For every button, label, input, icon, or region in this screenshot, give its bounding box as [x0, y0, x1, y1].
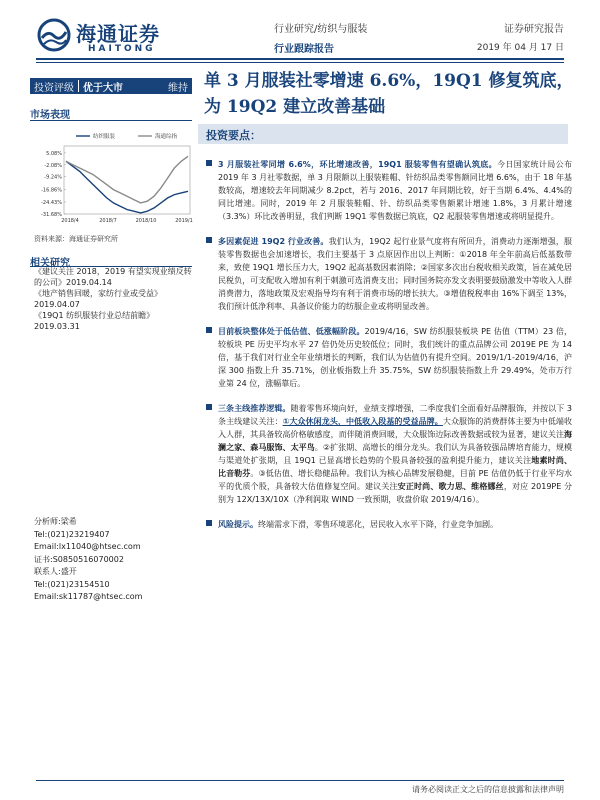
report-title: 单 3 月服装社零增速 6.6%，19Q1 修复筑底，为 19Q2 建立改善基础 [204, 71, 574, 117]
key-point-lead: 多因素促进 19Q2 行业改善。 [218, 237, 329, 246]
key-point-highlight: ①大众休闲龙头，中低收入段基的受益品牌。 [282, 417, 443, 426]
key-point-lead: 3 月服装社零同增 6.6%，环比增速改善，19Q1 服装零售有望确认筑底。 [218, 160, 497, 169]
key-point-body: 。②扩张期、高增长的细分龙头。我们认为具备较强品牌培育能力，规模与渠道处扩张期，且 19Q1 已显高增长趋势的个股具备较强的盈利提升能力，建议关注 [218, 443, 573, 465]
key-point-body: 。③低估值、增长稳健品种。我们认为核心品牌发展稳健，目前 PE 估值仍低于行业平均水平的优质个股，具备较大估值修复空间。建议关注 [218, 469, 572, 491]
chart-y-tick-label: -9.24% [44, 174, 62, 181]
rating-label: 投资评级 [34, 82, 74, 94]
chart-y-tick-label: -31.68% [41, 212, 62, 218]
rating-value: 优于大市 [83, 82, 123, 94]
footer-disclaimer: 请务必阅读正文之后的信息披露和法律声明 [412, 785, 564, 794]
related-research-list [34, 266, 192, 332]
chart-series-line [66, 161, 188, 213]
key-point-stocks: 地素时尚、比音勒芬 [218, 456, 572, 478]
analyst-certificate: 证书:S0850516070002 [34, 554, 124, 564]
report-kind: 证券研究报告 [504, 24, 564, 35]
key-points-list [206, 158, 572, 543]
report-category: 行业研究/纺织与服装 [274, 24, 368, 35]
key-point-stocks: 海澜之家、森马服饰、太平鸟 [218, 430, 572, 452]
chart-plot-area [64, 146, 190, 214]
analyst-email: Email:lx11040@htsec.com [34, 542, 141, 551]
bullet-square-icon [206, 520, 212, 526]
key-point [206, 518, 572, 531]
chart-x-tick-label: 2018/7 [99, 218, 117, 224]
chart-x-tick-label: 2019/1 [175, 218, 193, 224]
contact-tel: Tel:(021)23154510 [34, 579, 110, 589]
chart-series-line [66, 156, 188, 203]
key-point-body: 终端需求下滑，零售环境恶化，居民收入水平下降，行业竞争加剧。 [258, 520, 498, 529]
header-divider [36, 58, 564, 60]
key-point-body: 2019/4/16，SW 纺织服装板块 PE 估值（TTM）23 倍，较板块 PE 历史平均水平 27 倍仍处历史较低位；同时，我们统计的重点品牌公司 2019E PE 为 14 倍，基于我们对行业全年业绩增长的判断，我们认为估值仍有提升空间。2019/1/1-2019/4/16，沪深 300 指数上升 35.71%，创业板指数上升 35.75%，SW 纺织服装指数上升 29.49%，处市万行业第 24 位，涨幅靠后。 [218, 327, 572, 388]
key-point-stocks: 安正时尚、歌力思、维格娜丝 [397, 482, 504, 491]
key-point-body: 我们认为，19Q2 起行业景气度将有所回升，消费动力逐渐增强，服装零售数据也会加速增长，我们主要基于 3 点原因作出以上判断：①2018 年全年前高后低基数带来，致使 19Q1 增长压力大，19Q2 起高基数因素消除；②国家多次出台税收相关政策，旨在减免居民税负，可支配收入增加有利于刺激可选消费支出；同时国务院亦发文表明要鼓励激发中等收入人群消费潜力，落地政策及宏观指导均有利于消费市场的增长扶大。③增值税税率由 16%下调至 13%，我们预计低净利率、具备议价能力的纺服企业或将明显改善。 [218, 237, 573, 311]
bullet-square-icon [206, 237, 212, 243]
rating-action: 维持 [168, 82, 188, 94]
key-point-body: ，对应 2019PE 分别为 12X/13X/10X（净利润取 WIND 一致预期，收盘价取 2019/4/16）。 [218, 482, 573, 504]
bullet-square-icon [206, 404, 212, 410]
key-point-body: 大众服饰的消费群体主要为中低端收入人群，其具备较高价格敏感度，而伴随消费回暖，大众服饰边际改善数据或较为显著，建议关注 [218, 417, 573, 439]
key-point-lead: 目前板块整体处于低估值、低涨幅阶段。 [218, 327, 365, 336]
report-type: 行业跟踪报告 [274, 44, 334, 55]
key-point-body: 随着零售环境向好，业绩支撑增强，二季度我们全面看好品牌服饰，并按以下 3 条主线建议关注： [218, 404, 572, 426]
logo-chinese-name: 海通证券 [76, 22, 160, 46]
key-point [206, 402, 572, 506]
chart-y-tick-label: 5.08% [46, 150, 62, 157]
analyst-tel: Tel:(021)23219407 [34, 529, 110, 539]
market-performance-rule [30, 120, 192, 121]
key-point [206, 235, 572, 313]
market-performance-chart [30, 128, 196, 228]
haitong-logo-icon [36, 18, 72, 52]
chart-y-tick-label: -16.86% [41, 187, 62, 194]
contact-email: Email:sk11787@htsec.com [34, 592, 143, 601]
logo-english-name: HAITONG [88, 44, 156, 54]
rating-bar [30, 78, 192, 94]
key-point [206, 158, 572, 223]
chart-x-tick-label: 2018/4 [61, 218, 79, 224]
chart-y-tick-label: -24.43% [41, 199, 62, 206]
analyst-name: 分析师:梁希 [34, 517, 77, 526]
contact-name: 联系人:盛开 [34, 567, 77, 576]
bullet-square-icon [206, 160, 212, 166]
key-point-body: 今日国家统计局公布 2019 年 3 月社零数据，单 3 月限额以上服装鞋帽、针纺织品类零售额同比增 6.6%，由于 18 年基数较高，增速较去年同期减少 8.2pct，若与 2016、2017 年同期比较，好于当期 6.4%、4.4%的同比增速。同时，2019 年 2 月服装鞋帽、针、纺织品类零售额累计增速 1.8%，3 月累计增速（3.3%）环比改善明显，我们判断 19Q1 零售数据已筑底，Q2 起服装零售增速或将明显提升。 [218, 160, 572, 221]
key-point-lead: 三条主线推荐逻辑。 [218, 404, 291, 413]
market-performance-title: 市场表现 [30, 110, 70, 121]
key-point-lead: 风险提示。 [218, 520, 258, 529]
chart-legend-label: 纺织服装 [93, 134, 116, 140]
bullet-square-icon [206, 327, 212, 333]
related-research-title: 相关研究 [30, 258, 70, 269]
chart-y-tick-label: -2.08% [44, 162, 62, 169]
header-divider-thin [36, 62, 564, 63]
chart-legend-label: 海通综指 [155, 134, 178, 140]
related-item: 《地产销售回暖，家纺行业或受益》2019.04.07 [34, 289, 162, 309]
related-item: 《建议关注 2018，2019 有望实现业绩反转的公司》2019.04.14 [34, 267, 192, 287]
chart-source-note: 资料来源：海通证券研究所 [34, 235, 118, 243]
key-point [206, 325, 572, 390]
analyst-contacts [34, 516, 192, 604]
chart-x-tick-label: 2018/10 [135, 218, 157, 224]
company-logo [36, 18, 196, 52]
footer-divider [36, 780, 564, 781]
key-points-label: 投资要点： [206, 129, 261, 142]
report-date: 2019 年 04 月 17 日 [476, 43, 564, 53]
related-item: 《19Q1 纺织服装行业总结前瞻》2019.03.31 [34, 311, 155, 331]
